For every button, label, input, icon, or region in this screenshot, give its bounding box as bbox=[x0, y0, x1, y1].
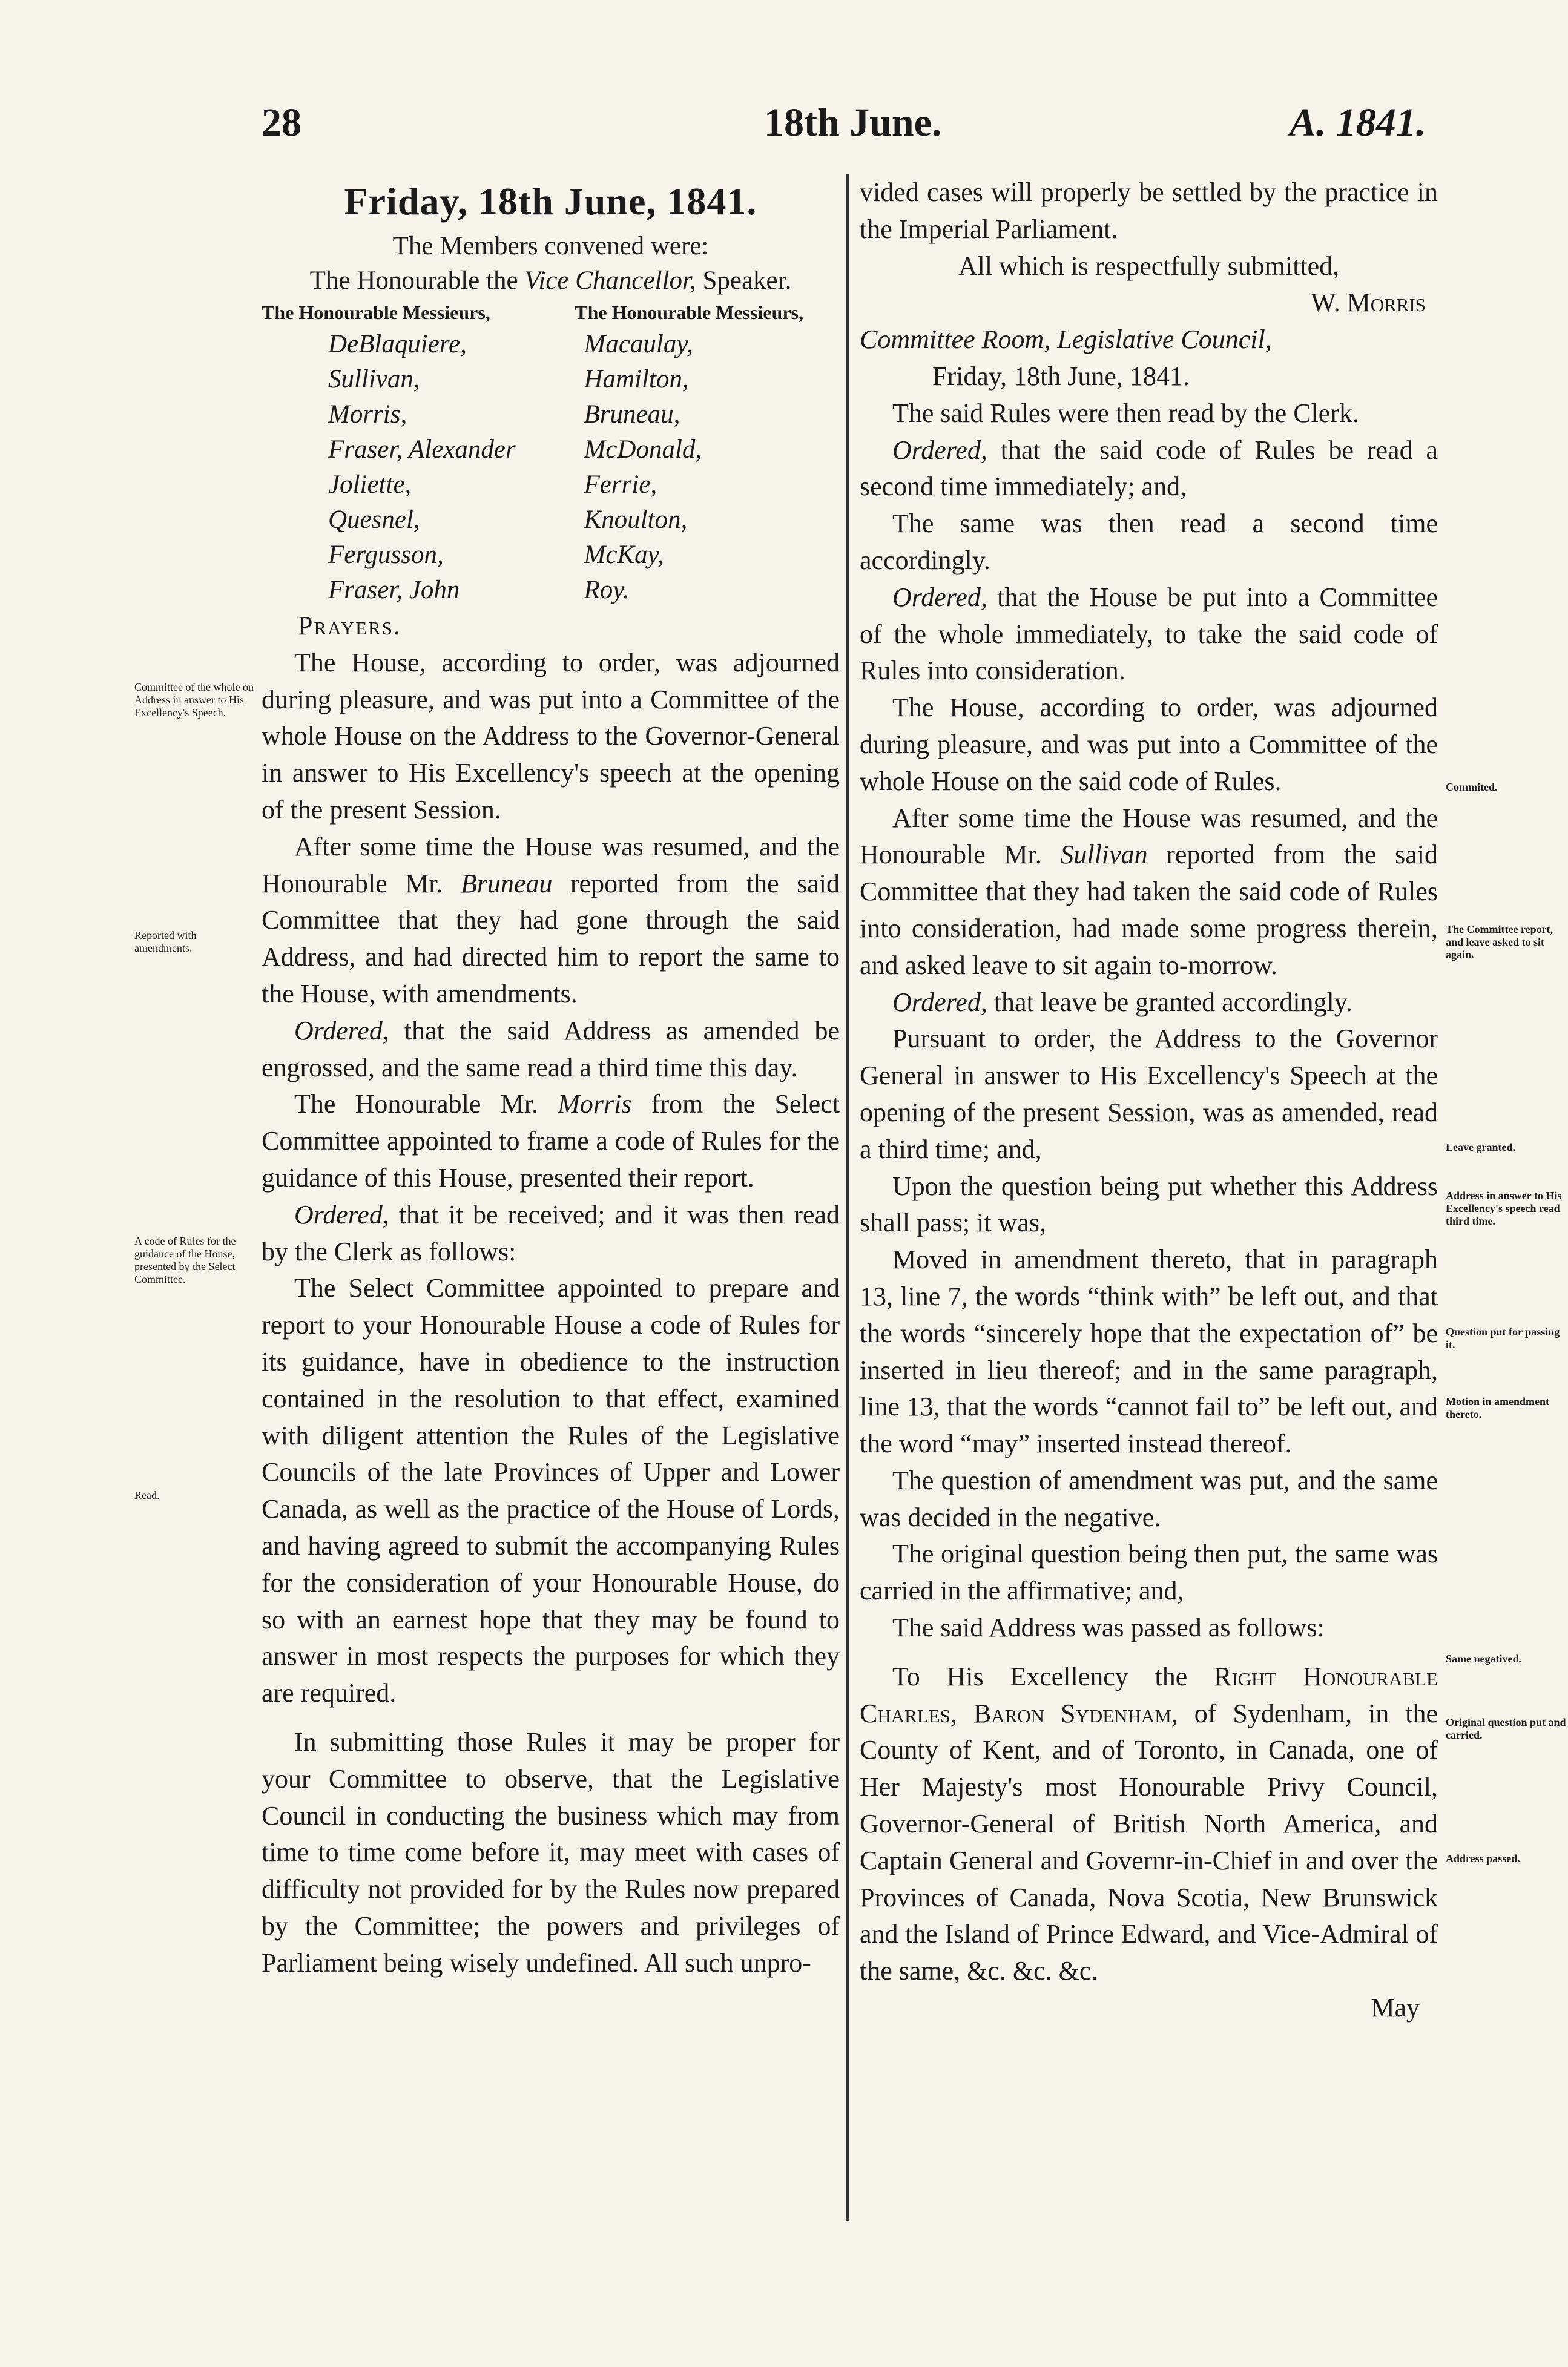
column-divider bbox=[846, 174, 849, 2221]
paragraph bbox=[262, 1086, 840, 1196]
members-left-list bbox=[328, 327, 584, 608]
session-title: Friday, 18th June, 1841. bbox=[344, 180, 757, 223]
margin-note: Same negatived. bbox=[1446, 1653, 1521, 1665]
text: that the House be put into a Committee of the whole immediately, to take the said code of Rules into consideration. bbox=[860, 582, 1438, 686]
members-right-list bbox=[584, 327, 840, 608]
right-column bbox=[860, 174, 1438, 2027]
paragraph: The House, according to order, was adjourned during pleasure, and was put into a Committee of the whole House on the said code of Rules. bbox=[860, 693, 1438, 796]
margin-note: The Committee report, and leave asked to sit again. bbox=[1446, 923, 1553, 961]
signature: W. Morris bbox=[1311, 288, 1426, 318]
margin-note: Address in answer to His Excellency's speech read third time. bbox=[1446, 1190, 1562, 1227]
speaker-prefix: The Honourable the bbox=[309, 266, 525, 295]
margin-note: Question put for passing it. bbox=[1446, 1326, 1560, 1351]
margin-note: Address passed. bbox=[1446, 1852, 1520, 1865]
margin-note: A code of Rules for the guidance of the House, presented by the Select Committee. bbox=[134, 1235, 236, 1285]
text: that the said Address as amended be engrossed, and the same read a third time this day. bbox=[262, 1015, 840, 1082]
paragraph bbox=[860, 984, 1438, 1021]
left-column bbox=[262, 174, 840, 1981]
paragraph bbox=[262, 829, 840, 1013]
text: To His Excellency the bbox=[892, 1661, 1214, 1691]
member-name: Ferrie, bbox=[584, 470, 657, 499]
page-number: 28 bbox=[262, 100, 301, 145]
member-name: Knoulton, bbox=[584, 505, 688, 534]
catchword: May bbox=[1371, 1993, 1420, 2023]
member-name: DeBlaquiere, bbox=[328, 330, 467, 358]
members-convened: The Members convened were: bbox=[392, 232, 709, 260]
addressee-title: Right Honourable Charles, Baron Sydenham, bbox=[860, 1661, 1438, 1728]
paragraph: Upon the question being put whether this Address shall pass; it was, bbox=[860, 1171, 1438, 1238]
paragraph: The original question being then put, the same was carried in the affirmative; and, bbox=[860, 1539, 1438, 1606]
paragraph bbox=[262, 1013, 840, 1087]
member-name: Fergusson, bbox=[328, 541, 444, 569]
running-head-date: 18th June. bbox=[764, 100, 942, 145]
paragraph: The House, according to order, was adjourned during pleasure, and was put into a Committee of the whole House on the Address to the Governor-General in answer to His Excellency's speech at the opening of the present Session. bbox=[262, 647, 840, 825]
paragraph: The Select Committee appointed to prepare and report to your Honourable House a code of Rules for its guidance, have in obedience to the instruction contained in the resolution to that effect, examined with diligent attention the Rules of the Legislative Councils of the late Provinces of Upper and Lower Canada, as well as the practice of the House of Lords, and having agreed to submit the accompanying Rules for the consideration of your Honourable House, do so with an earnest hope that they may be found to answer in most respects the purposes for which they are required. bbox=[262, 1273, 840, 1708]
ordered-label: Ordered, bbox=[892, 987, 987, 1017]
member-name: McKay, bbox=[584, 541, 665, 569]
member-ref: Morris bbox=[558, 1089, 632, 1119]
running-head-year: A. 1841. bbox=[1290, 100, 1426, 145]
members-header-right: The Honourable Messieurs, bbox=[575, 301, 803, 323]
member-name: Roy. bbox=[584, 576, 630, 604]
text: reported from the said Committee that they had gone through the said Address, and had directed him to report the same to the House, with amendments. bbox=[262, 868, 840, 1009]
speaker-name: Vice Chancellor, bbox=[524, 266, 696, 295]
paragraph: The same was then read a second time accordingly. bbox=[860, 509, 1438, 575]
member-name: Morris, bbox=[328, 400, 407, 429]
margin-note: Motion in amendment thereto. bbox=[1446, 1395, 1549, 1420]
text: After some time the House was resumed, and the Honourable Mr. bbox=[262, 831, 840, 898]
speaker-line bbox=[262, 263, 840, 298]
margin-note: Read. bbox=[134, 1489, 160, 1501]
member-name: McDonald, bbox=[584, 435, 702, 464]
paragraph: The question of amendment was put, and the same was decided in the negative. bbox=[860, 1465, 1438, 1532]
place-line: Committee Room, Legislative Council, bbox=[860, 324, 1272, 355]
paragraph bbox=[860, 800, 1438, 984]
margin-note: Original question put and carried. bbox=[1446, 1716, 1566, 1741]
text: reported from the said Committee that they had taken the said code of Rules into consideration, had made some progress therein, and asked leave to sit again to-morrow. bbox=[860, 840, 1438, 980]
text: that the said code of Rules be read a second time immediately; and, bbox=[860, 435, 1438, 502]
paragraph: The said Address was passed as follows: bbox=[892, 1613, 1325, 1643]
text: from the Select Committee appointed to frame a code of Rules for the guidance of this House, presented their report. bbox=[262, 1089, 840, 1193]
text: that it be received; and it was then read by the Clerk as follows: bbox=[262, 1199, 840, 1266]
paragraph: The said Rules were then read by the Clerk. bbox=[892, 398, 1359, 428]
member-name: Bruneau, bbox=[584, 400, 680, 429]
member-name: Sullivan, bbox=[328, 365, 420, 393]
member-ref: Bruneau bbox=[460, 868, 553, 898]
prayers-heading: Prayers. bbox=[298, 611, 401, 640]
member-name: Macaulay, bbox=[584, 330, 693, 358]
member-name: Quesnel, bbox=[328, 505, 420, 534]
member-ref: Sullivan bbox=[1060, 840, 1148, 870]
speaker-suffix: Speaker. bbox=[696, 266, 792, 295]
margin-note: Committee of the whole on Address in answer to His Excellency's Speech. bbox=[134, 681, 254, 719]
members-header bbox=[262, 298, 840, 327]
paragraph bbox=[860, 432, 1438, 506]
ordered-label: Ordered, bbox=[892, 435, 987, 465]
member-name: Fraser, Alexander bbox=[328, 435, 516, 464]
paragraph: vided cases will properly be settled by the practice in the Imperial Parliament. bbox=[860, 177, 1438, 244]
paragraph: Moved in amendment thereto, that in paragraph 13, line 7, the words “think with” be left out, and that the words “sincerely hope that the expectation of” be inserted in lieu thereof; and in the same paragraph, line 13, that the words “cannot fail to” be left out, and the word “may” inserted instead thereof. bbox=[860, 1245, 1438, 1459]
paragraph: In submitting those Rules it may be proper for your Committee to observe, that the Legislative Council in conducting the business which may from time to time come before it, may meet with cases of difficulty not provided for by the Rules now prepared by the Committee; the powers and privileges of Parliament being wisely undefined. All such unpro- bbox=[262, 1727, 840, 1978]
text: of Sydenham, in the County of Kent, and of Toronto, in Canada, one of Her Majesty's most Honourable Privy Council, Governor-General of British North America, and Captain General and Governr-in-Chief in and over the Provinces of Canada, Nova Scotia, New Brunswick and the Island of Prince Edward, and Vice-Admiral of the same, &c. &c. &c. bbox=[860, 1698, 1438, 1986]
member-name: Fraser, John bbox=[328, 576, 460, 604]
submission-line: All which is respectfully submitted, bbox=[958, 251, 1340, 281]
margin-note: Reported with amendments. bbox=[134, 929, 197, 954]
members-header-left: The Honourable Messieurs, bbox=[262, 301, 490, 323]
margin-note: Commited. bbox=[1446, 781, 1498, 793]
margin-note: Leave granted. bbox=[1446, 1141, 1515, 1153]
member-name: Hamilton, bbox=[584, 365, 689, 393]
text: that leave be granted accordingly. bbox=[987, 987, 1352, 1017]
paragraph bbox=[860, 579, 1438, 690]
paragraph: Pursuant to order, the Address to the Governor General in answer to His Excellency's Speech at the opening of the present Session, was as amended, read a third time; and, bbox=[860, 1024, 1438, 1164]
text: After some time the House was resumed, and the Honourable Mr. bbox=[860, 803, 1438, 870]
ordered-label: Ordered, bbox=[892, 582, 987, 612]
ordered-label: Ordered, bbox=[294, 1015, 389, 1045]
paragraph bbox=[262, 1197, 840, 1271]
paragraph bbox=[860, 1659, 1438, 1990]
member-name: Joliette, bbox=[328, 470, 412, 499]
date-line: Friday, 18th June, 1841. bbox=[932, 361, 1190, 391]
text: The Honourable Mr. bbox=[294, 1089, 558, 1119]
ordered-label: Ordered, bbox=[294, 1199, 389, 1230]
members-list bbox=[262, 327, 840, 608]
